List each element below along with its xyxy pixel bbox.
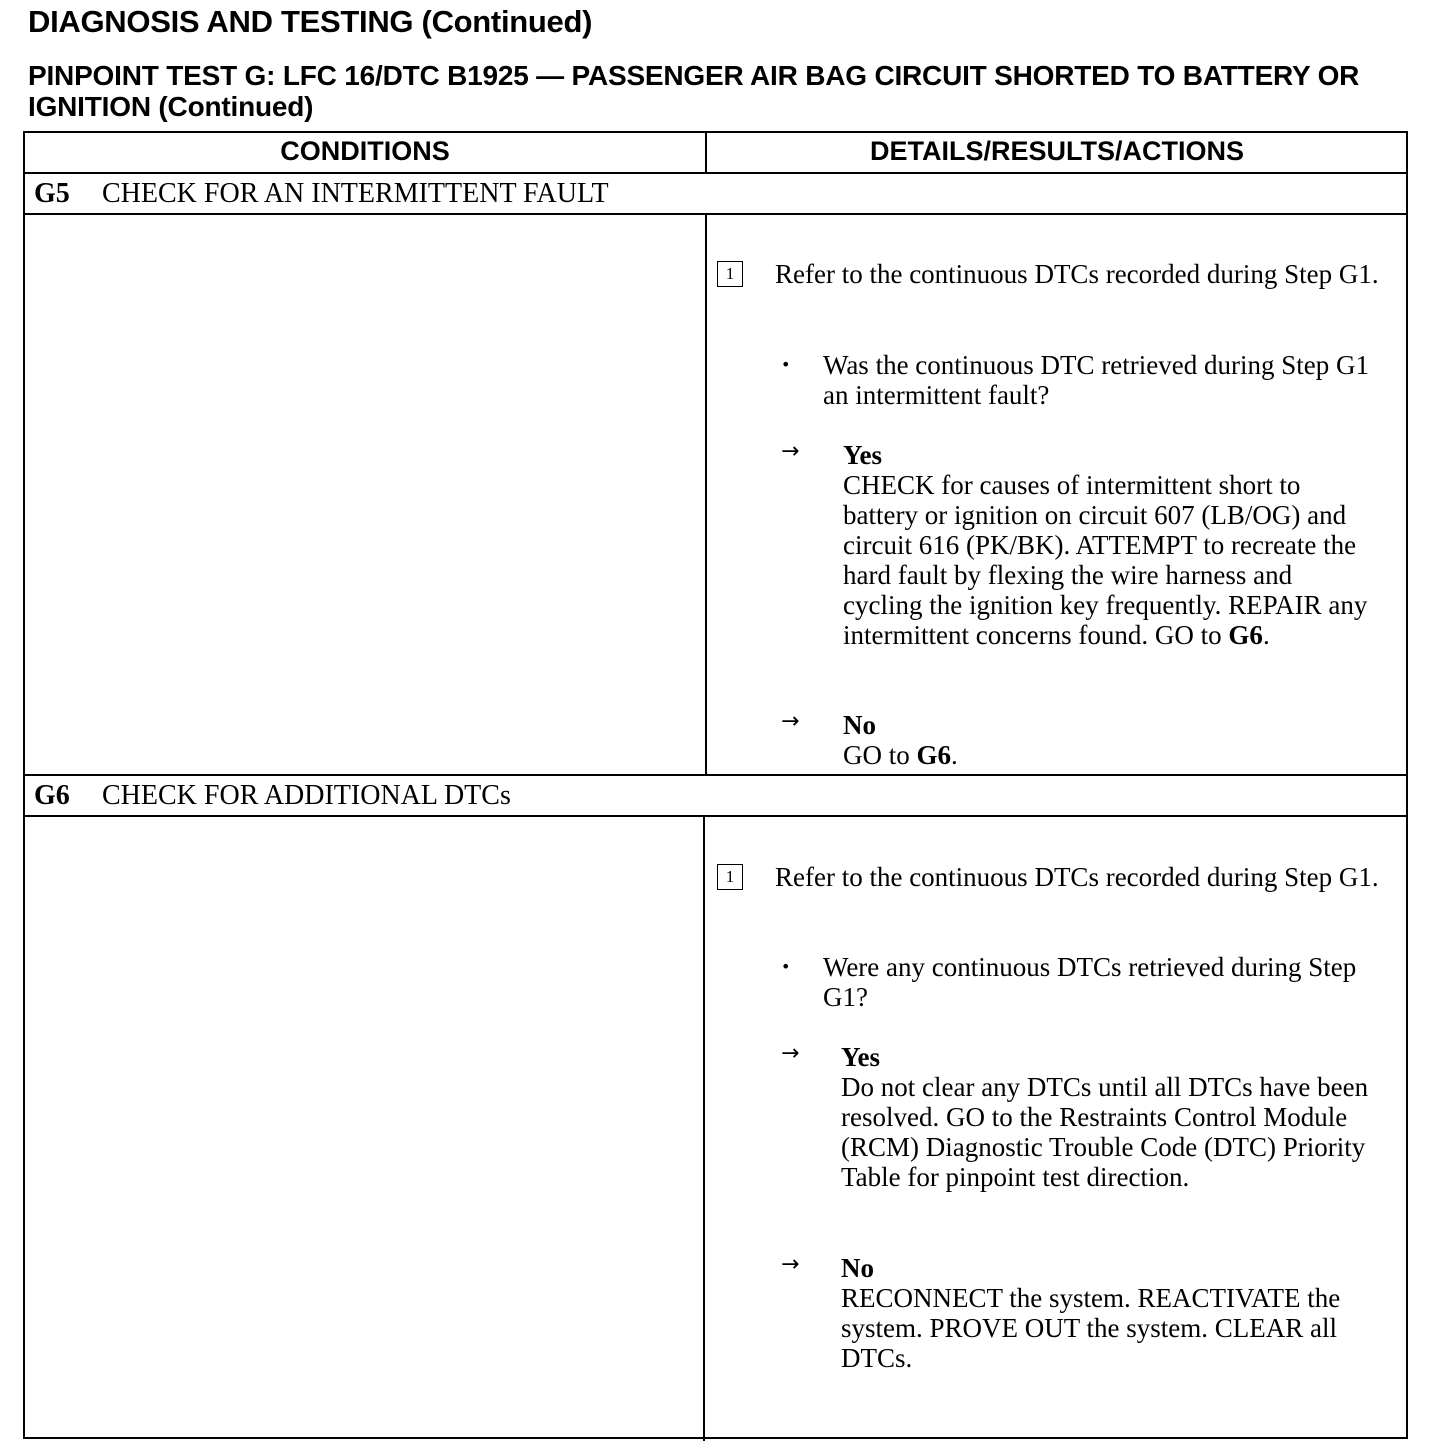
header-row-divider [25,172,1406,174]
step-g6-no-text: RECONNECT the system. REACTIVATE the system. PROVE OUT the system. CLEAR all DTCs. [841,1283,1341,1373]
g5-title-divider [25,213,1406,215]
step-g6-header [34,780,511,812]
section-title: DIAGNOSIS AND TESTING (Continued) [28,4,593,39]
arrow-right-icon: → [781,1252,800,1277]
step-g5-yes-text: CHECK for causes of intermittent short to battery or ignition on circuit 607 (LB/OG) and circuit 616 (PK/BK). ATTEMPT to recreate the hard fault by flexing the wire harness and cycling the ignition key frequently. REPAIR any intermittent concerns found. GO to G6. [843,470,1368,650]
step-g5-question: Was the continuous DTC retrieved during Step G1 an intermittent fault? [823,350,1369,410]
step-g5-no-label: No [843,710,876,740]
column-header-details: DETAILS/RESULTS/ACTIONS [869,136,1244,166]
arrow-right-icon: → [781,439,800,464]
action-number-box: 1 [717,864,743,890]
step-g5-yes-label: Yes [843,440,882,470]
step-id: G6 [34,780,70,811]
step-g5-header [34,178,609,210]
step-title: CHECK FOR ADDITIONAL DTCs [102,780,511,811]
column-divider-g6 [703,815,705,1441]
g6-row-divider [25,774,1406,776]
step-g6-action: Refer to the continuous DTCs recorded during Step G1. [775,862,1379,892]
step-title: CHECK FOR AN INTERMITTENT FAULT [102,178,609,209]
column-divider-g5 [705,213,707,775]
test-title: PINPOINT TEST G: LFC 16/DTC B1925 — PASSENGER AIR BAG CIRCUIT SHORTED TO BATTERY OR IGNITION (Continued) [28,60,1360,122]
step-g6-no-label: No [841,1253,874,1283]
bullet-icon: • [781,957,791,976]
step-g6-yes-label: Yes [841,1042,880,1072]
bullet-icon: • [781,355,791,374]
goto-step-link: G6 [1228,620,1263,650]
step-id: G5 [34,178,70,209]
step-g6-question: Were any continuous DTCs retrieved during Step G1? [823,952,1357,1012]
arrow-right-icon: → [781,1041,800,1066]
column-header-conditions: CONDITIONS [280,136,450,166]
arrow-right-icon: → [781,709,800,734]
step-g5-no-text: GO to G6. [843,740,958,770]
step-g6-yes-text: Do not clear any DTCs until all DTCs have been resolved. GO to the Restraints Control Module (RCM) Diagnostic Trouble Code (DTC) Priority Table for pinpoint test direction. [841,1072,1369,1192]
g6-title-divider [25,815,1406,817]
step-g5-action: Refer to the continuous DTCs recorded during Step G1. [775,259,1379,289]
goto-step-link: G6 [916,740,952,770]
pinpoint-test-table [23,131,1408,1439]
action-number-box: 1 [717,261,743,287]
